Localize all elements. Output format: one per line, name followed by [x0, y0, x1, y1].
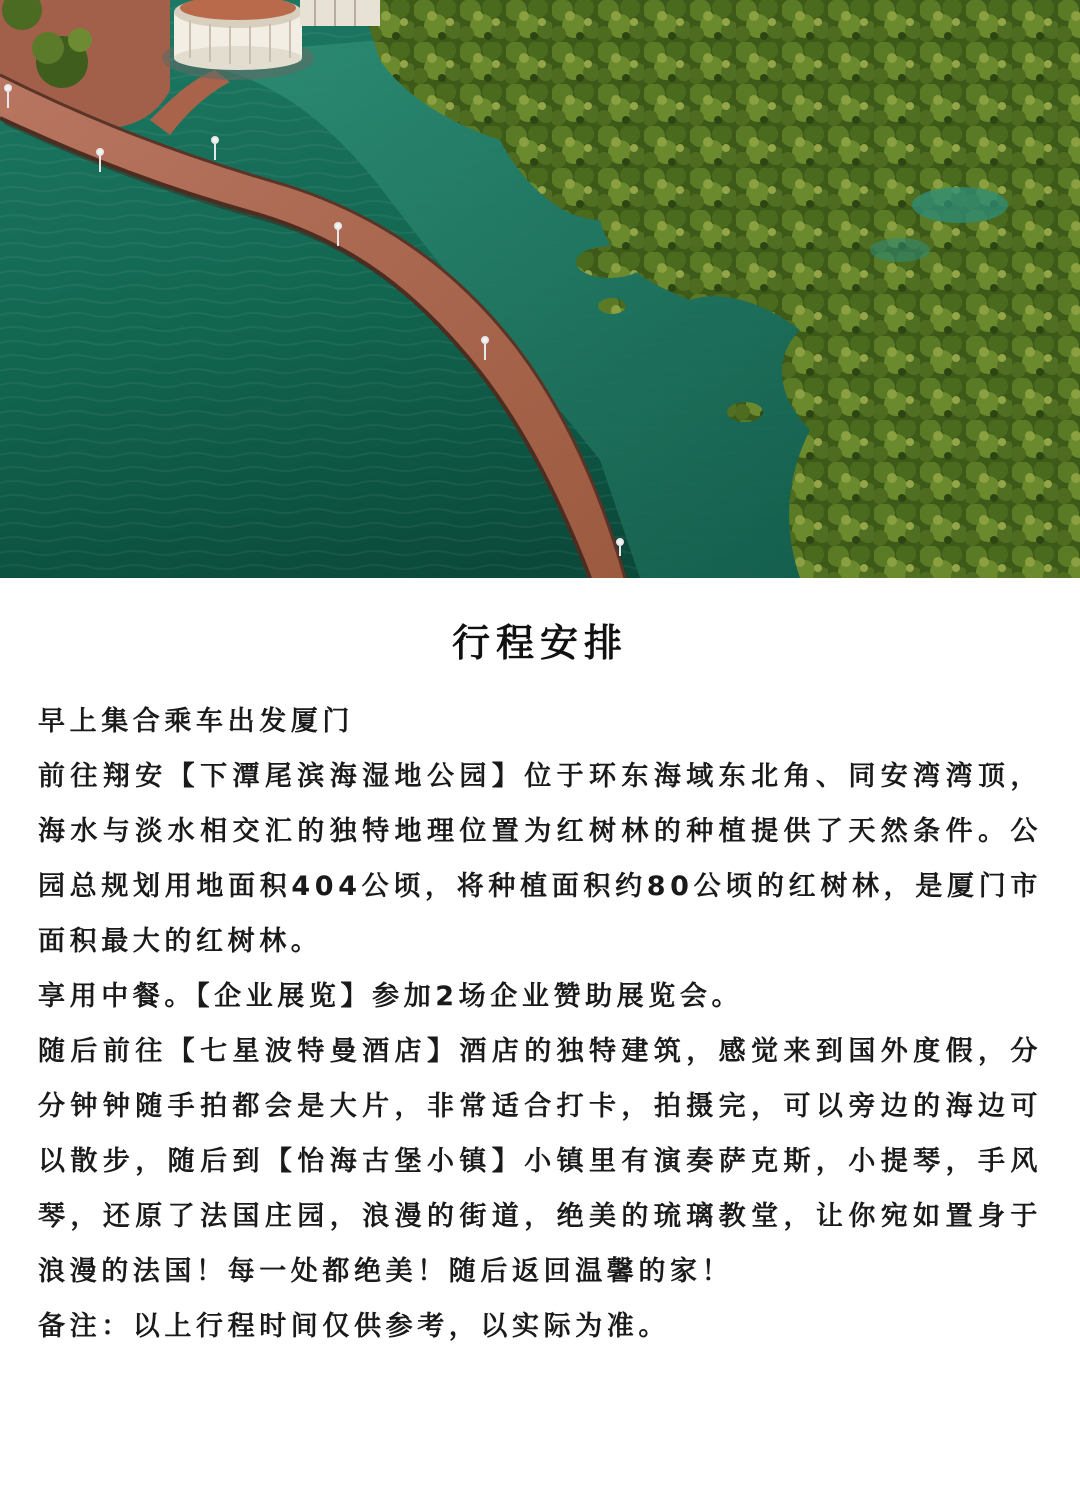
pavilion — [162, 0, 314, 80]
itinerary-paragraph-wetland-park: 前往翔安【下潭尾滨海湿地公园】位于环东海域东北角、同安湾湾顶，海水与淡水相交汇的独特地理位置为红树林的种植提供了天然条件。公园总规划用地面积404公顷，将种植面积约80公顷的红树林，是厦门市面积最大的红树林。 — [38, 761, 1042, 957]
mangrove-wetland-aerial-illustration — [0, 0, 1080, 578]
itinerary-section — [0, 578, 1080, 1509]
itinerary-paragraph-lunch-exhibition: 享用中餐。【企业展览】参加2场企业赞助展览会。 — [38, 981, 744, 1012]
itinerary-body — [38, 694, 1042, 1354]
itinerary-paragraph-departure: 早上集合乘车出发厦门 — [38, 706, 354, 737]
hero-photo — [0, 0, 1080, 578]
itinerary-paragraph-note: 备注：以上行程时间仅供参考，以实际为准。 — [38, 1311, 670, 1342]
itinerary-title: 行程安排 — [451, 621, 628, 665]
itinerary-paragraph-hotel-town: 随后前往【七星波特曼酒店】酒店的独特建筑，感觉来到国外度假，分分钟钟随手拍都会是大片，非常适合打卡，拍摄完，可以旁边的海边可以散步，随后到【怡海古堡小镇】小镇里有演奏萨克斯，小提琴，手风琴，还原了法国庄园，浪漫的街道，绝美的琉璃教堂，让你宛如置身于浪漫的法国！每一处都绝美！随后返回温馨的家！ — [38, 1036, 1042, 1287]
